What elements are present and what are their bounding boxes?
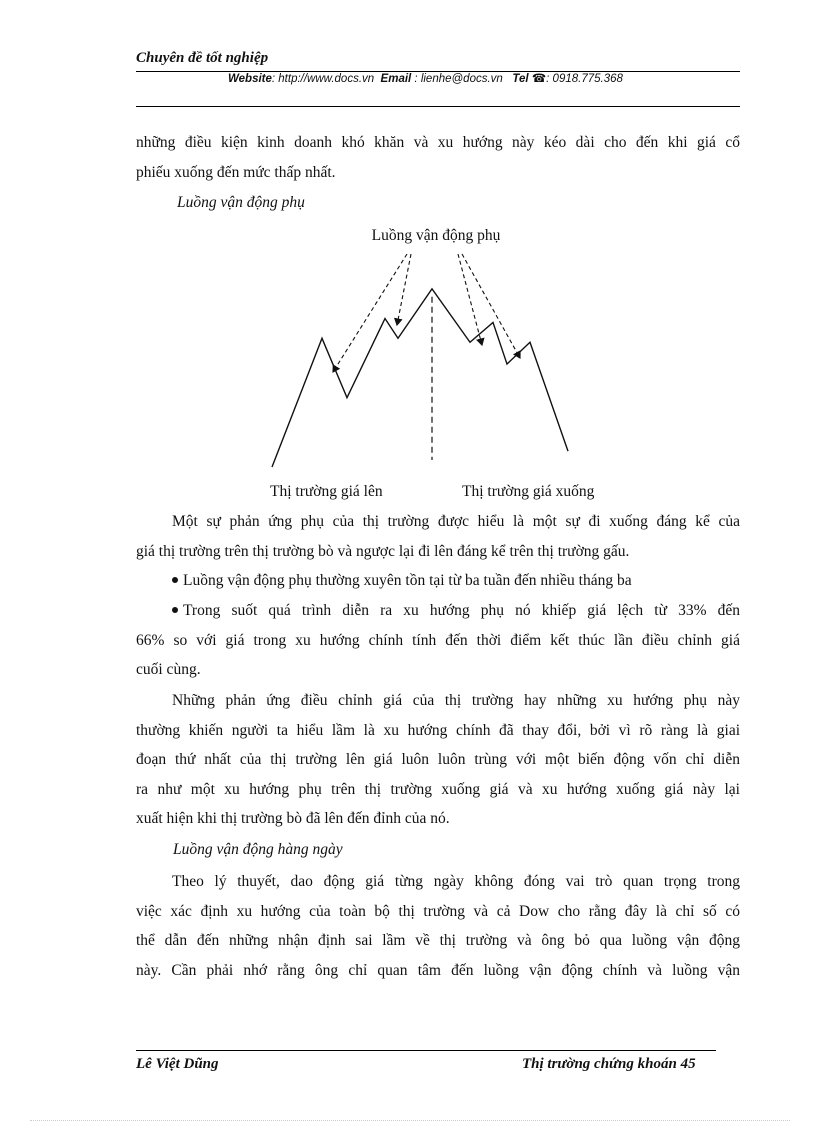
- paragraph-4: [136, 867, 740, 985]
- text-line: những điều kiện kinh doanh khó khăn và xu hướng này kéo dài cho đến khi giá cổ: [136, 134, 740, 151]
- page-edge-dots: [30, 1120, 790, 1121]
- chart-label-bull: Thị trường giá lên: [270, 483, 383, 500]
- text-line: này. Cần phải nhớ rằng ông chỉ quan tâm đến luồng vận động chính và luồng vận: [136, 961, 740, 979]
- text-line: Một sự phản ứng phụ của thị trường được hiểu là một sự đi xuống đáng kể của: [172, 513, 740, 530]
- text-line: thể dẫn đến những nhận định sai lầm về thị trường và ông bỏ qua luồng vận động: [136, 932, 740, 949]
- text-line: đoạn thứ nhất của thị trường lên giá luôn luôn trùng với một biến động vốn chỉ diễn: [136, 751, 740, 768]
- bullet-item-2: [136, 596, 740, 685]
- section-heading-daily: Luồng vận động hàng ngày: [173, 841, 343, 858]
- text-line: 66% so với giá trong xu hướng chính tính đến thời điểm kết thúc lần điều chỉnh giá: [136, 631, 740, 649]
- chart-title: Luồng vận động phụ: [371, 227, 501, 244]
- footer-author: Lê Việt Dũng: [136, 1056, 219, 1072]
- section-heading-secondary: Luồng vận động phụ: [177, 194, 305, 211]
- bullet-item-1: [136, 566, 740, 596]
- text-line: ra như một xu hướng phụ trên thị trường xuống giá và xu hướng xuống giá này lại: [136, 780, 740, 798]
- text-line: giá thị trường trên thị trường bò và ngược lại đi lên đáng kể trên thị trường gấu.: [136, 542, 630, 560]
- email-label: Email: [380, 73, 412, 85]
- secondary-movement-arrow: [333, 254, 407, 372]
- text-line: xuất hiện khi thị trường bò đã lên đến đỉnh của nó.: [136, 810, 450, 827]
- tel-value: : 0918.775.368: [546, 73, 623, 85]
- chart-label-bear: Thị trường giá xuống: [462, 483, 595, 500]
- bullet-text: Luồng vận động phụ thường xuyên tồn tại từ ba tuần đến nhiều tháng ba: [183, 572, 632, 589]
- text-line: thường khiến người ta hiểu lầm là xu hướng chính đã thay đổi, bởi vì rõ ràng là giai: [136, 721, 740, 739]
- text-line: việc xác định xu hướng của toàn bộ thị trường và cả Dow cho rằng đây là chỉ số có: [136, 902, 740, 920]
- price-path-line: [272, 289, 568, 467]
- tel-label: Tel: [512, 73, 529, 85]
- bullet-icon: [172, 607, 178, 613]
- text-line: cuối cùng.: [136, 661, 201, 678]
- footer-rule: [136, 1050, 716, 1051]
- text-line: Theo lý thuyết, dao động giá từng ngày không đóng vai trò quan trọng trong: [172, 873, 740, 890]
- paragraph-3: [136, 686, 740, 834]
- trend-chart: [0, 0, 816, 520]
- paragraph-2: [136, 507, 740, 566]
- bullet-icon: [172, 577, 178, 583]
- secondary-movement-arrow: [397, 254, 411, 325]
- website-value: : http://www.docs.vn: [271, 73, 375, 85]
- header-title: Chuyên đề tốt nghiệp: [136, 50, 269, 66]
- website-label: Website: [228, 73, 272, 85]
- bullet-text: Trong suốt quá trình diễn ra xu hướng phụ nó khiếp giá lệch từ 33% đến: [183, 602, 740, 619]
- footer-page-label: Thị trường chứng khoán 45: [522, 1056, 696, 1072]
- phone-icon: ☎: [531, 73, 547, 85]
- text-line: phiếu xuống đến mức thấp nhất.: [136, 163, 336, 181]
- email-value: : lienhe@docs.vn: [411, 73, 503, 85]
- text-line: Những phản ứng điều chỉnh giá của thị trường hay những xu hướng phụ này: [172, 692, 740, 709]
